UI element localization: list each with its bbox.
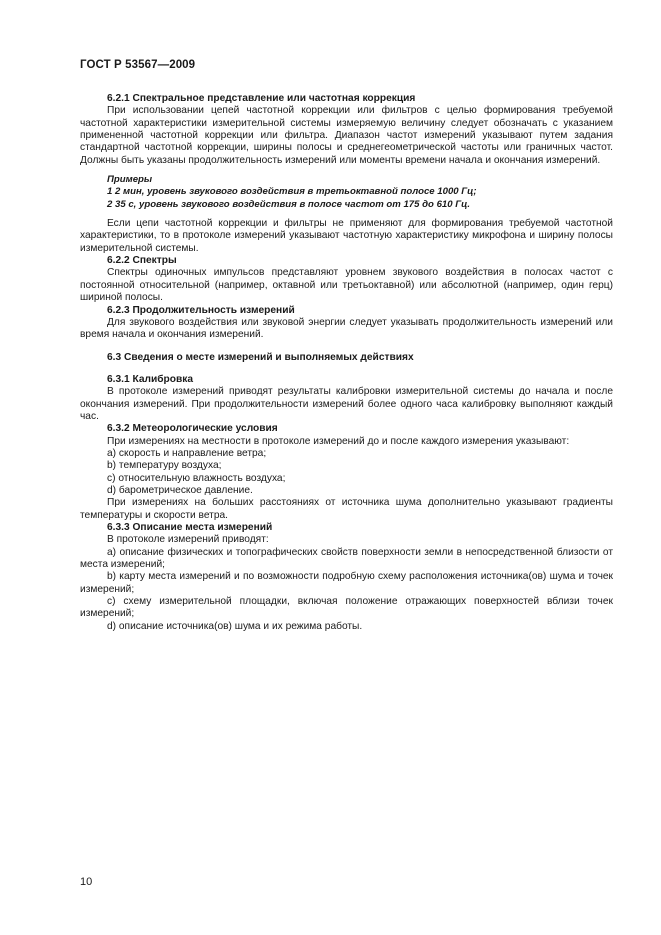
page-content (80, 93, 613, 633)
page-number: 10 (80, 876, 93, 888)
paragraph: Для звукового воздействия или звуковой энергии следует указывать продолжительность измерений или время начала и окончания измерений. (80, 316, 613, 341)
paragraph: При измерениях на больших расстояниях от источника шума дополнительно указывают градиенты температуры и скорости ветра. (80, 497, 613, 521)
example-line: 2 35 с, уровень звукового воздействия в полосе частот от 175 до 610 Гц. (107, 198, 471, 210)
section-heading: 6.2.1 Спектральное представление или частотная коррекция (107, 93, 416, 104)
example-line: 1 2 мин, уровень звукового воздействия в третьоктавной полосе 1000 Гц; (107, 186, 477, 198)
paragraph: c) относительную влажность воздуха; (107, 472, 286, 484)
paragraph: b) температуру воздуха; (107, 460, 222, 472)
section-heading: 6.3.3 Описание места измерений (107, 522, 273, 533)
section-heading: 6.3 Сведения о месте измерений и выполняемых действиях (107, 351, 414, 363)
example-line: Примеры (107, 174, 153, 186)
paragraph: При использовании цепей частотной коррекции или фильтров с целью формирования требуемой частотной характеристики измерительной системы измеряемую величину следует обозначать с указанием примененной частотной коррекции или фильтра. Диапазон частот измерений указывают путем задания стандартной частотной коррекции, ширины полосы и среднегеометрической частоты или граничных частот. Должны быть указаны продолжительность измерений или моменты времени начала и окончания измерений. (80, 105, 613, 166)
paragraph: В протоколе измерений приводят результаты калибровки измерительной системы до начала и после окончания измерений. При продолжительности измерений более одного часа калибровку выполняют каждый час. (80, 386, 613, 422)
paragraph: a) описание физических и топографических свойств поверхности земли в непосредственной близости от места измерений; (80, 546, 613, 571)
paragraph: Если цепи частотной коррекции и фильтры не применяют для формирования требуемой частотной характеристики, то в протоколе измерений указывают частотную характеристику микрофона и ширину полосы измерительной системы. (80, 218, 613, 254)
section-heading: 6.3.2 Метеорологические условия (107, 423, 278, 435)
standard-header: ГОСТ Р 53567—2009 (80, 59, 196, 71)
section-heading: 6.2.2 Спектры (107, 255, 177, 267)
paragraph: d) описание источника(ов) шума и их режима работы. (107, 620, 363, 632)
paragraph: b) карту места измерений и по возможности подробную схему расположения источника(ов) шума и точек измерений; (80, 571, 613, 595)
paragraph: a) скорость и направление ветра; (107, 447, 267, 459)
section-heading: 6.3.1 Калибровка (107, 373, 193, 385)
paragraph: Спектры одиночных импульсов представляют уровнем звукового воздействия в полосах частот с постоянной относительной (например, октавной или третьоктавной) или абсолютной (например, один герц) шириной полосы. (80, 267, 613, 304)
paragraph: В протоколе измерений приводят: (107, 534, 269, 546)
section-heading: 6.2.3 Продолжительность измерений (107, 304, 295, 316)
paragraph: При измерениях на местности в протоколе измерений до и после каждого измерения указывают: (107, 435, 570, 447)
paragraph: d) барометрическое давление. (107, 484, 253, 496)
paragraph: c) схему измерительной площадки, включая положение отражающих поверхностей вблизи точек измерений; (80, 596, 613, 620)
